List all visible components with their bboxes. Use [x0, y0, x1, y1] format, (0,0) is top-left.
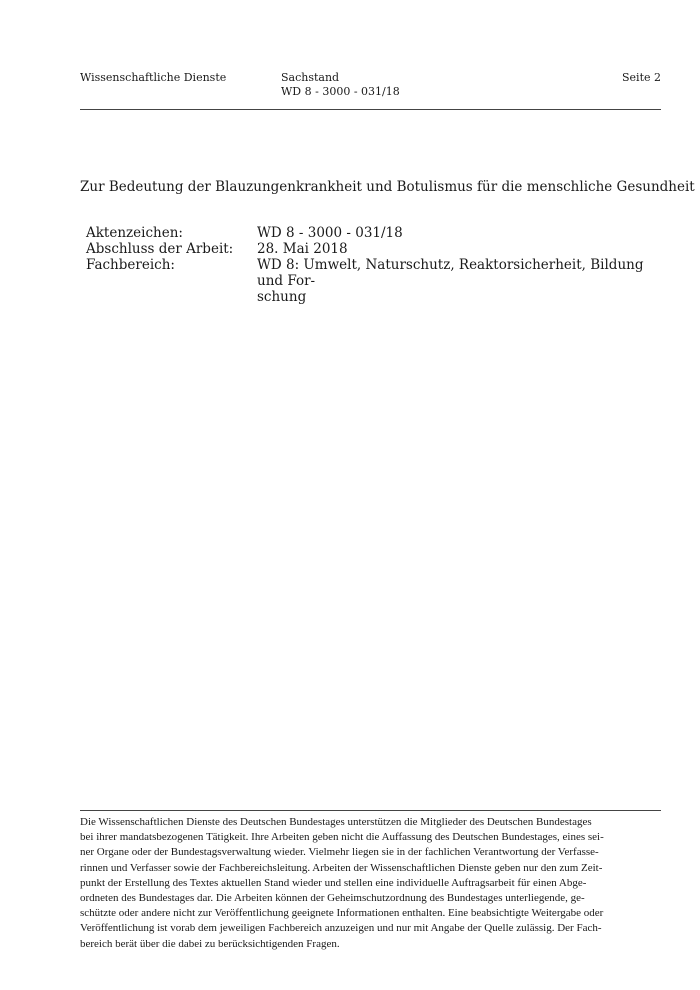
disclaimer-line: bei ihrer mandatsbezogenen Tätigkeit. Ihre Arbeiten geben nicht die Auffassung des Deutschen Bundestages, eines sei- [80, 831, 604, 844]
disclaimer-line: rinnen und Verfasser sowie der Fachbereichsleitung. Arbeiten der Wissenschaftlichen Dienste geben nur den zum Zeit- [80, 861, 603, 874]
header-document-info [281, 71, 400, 99]
page-header [80, 71, 661, 111]
footer-divider [80, 810, 661, 811]
metadata-label: Abschluss der Arbeit: [86, 241, 234, 257]
disclaimer-line: Die Wissenschaftlichen Dienste des Deutschen Bundestages unterstützen die Mitglieder des Deutschen Bundestages [80, 816, 592, 828]
disclaimer-line: Veröffentlichung ist vorab dem jeweiligen Fachbereich anzuzeigen und nur mit Angabe der Quelle zulässig. Der Fach- [80, 922, 602, 935]
header-organization: Wissenschaftliche Dienste [80, 71, 227, 84]
metadata-value [257, 257, 656, 305]
disclaimer-line: ner Organe oder der Bundestagsverwaltung wieder. Vielmehr liegen sie in der fachlichen Verantwortung der Verfasse- [80, 846, 599, 859]
metadata-value-line: 28. Mai 2018 [257, 241, 348, 257]
disclaimer-text [80, 815, 665, 952]
header-divider [80, 109, 661, 110]
metadata-row-completion-date [86, 241, 656, 257]
metadata-value-line: WD 8: Umwelt, Naturschutz, Reaktorsicherheit, Bildung und For- [257, 257, 644, 289]
metadata-label: Aktenzeichen: [86, 225, 183, 241]
metadata-value-line: schung [257, 289, 307, 305]
header-document-type: Sachstand [281, 71, 340, 84]
disclaimer-line: schützte oder andere nicht zur Veröffentlichung geeignete Informationen enthalten. Eine beabsichtigte Weitergabe oder [80, 907, 604, 920]
metadata-value [257, 241, 656, 257]
document-title: Zur Bedeutung der Blauzungenkrankheit und Botulismus für die menschliche Gesundheit [80, 179, 695, 195]
metadata-table [86, 225, 656, 305]
metadata-label: Fachbereich: [86, 257, 175, 273]
disclaimer-line: ordneten des Bundestages dar. Die Arbeiten können der Geheimschutzordnung des Bundestages unterliegende, ge- [80, 892, 585, 905]
metadata-value-line: WD 8 - 3000 - 031/18 [257, 225, 403, 241]
metadata-value [257, 225, 656, 241]
disclaimer-line: bereich berät über die dabei zu berücksichtigenden Fragen. [80, 937, 340, 950]
header-reference: WD 8 - 3000 - 031/18 [281, 85, 400, 98]
metadata-row-file-number [86, 225, 656, 241]
disclaimer-line: punkt der Erstellung des Textes aktuellen Stand wieder und stellen eine individuelle Auftragsarbeit für einen Abge- [80, 876, 587, 889]
header-page-number: Seite 2 [622, 71, 661, 84]
metadata-row-department [86, 257, 656, 305]
